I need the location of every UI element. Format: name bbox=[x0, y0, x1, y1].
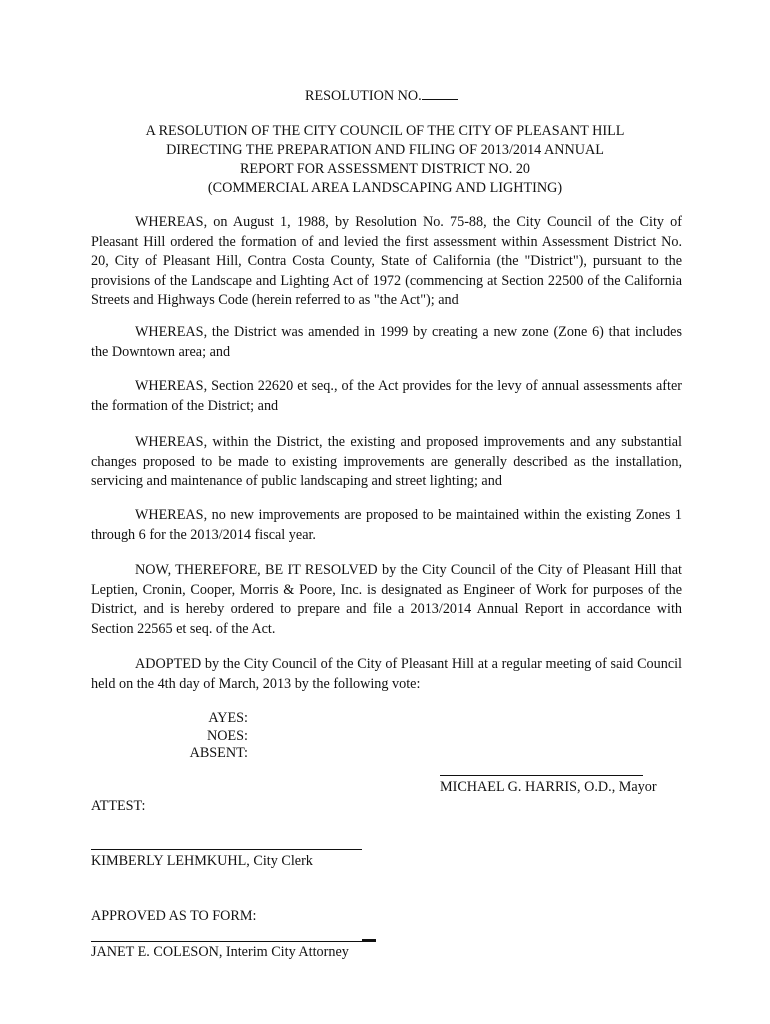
clerk-name: KIMBERLY LEHMKUHL, City Clerk bbox=[91, 853, 313, 869]
paragraph-whereas-formation: WHEREAS, on August 1, 1988, by Resolution No. 75-88, the City Council of the City of Pleasant Hill ordered the formation of and levied the first assessment within Assessment District No. 20, City of Pleasant Hill, Contra Costa County, State of California (the "District"), pursuant to the provisions of the Landscape and Lighting Act of 1972 (commencing at Section 22500 of the California Streets and Highways Code (herein referred to as "the Act"); and bbox=[91, 214, 682, 308]
paragraph-whereas-improvements: WHEREAS, within the District, the existing and proposed improvements and any substantial changes proposed to be made to existing improvements are generally described as the installation, servicing and maintenance of public landscaping and street lighting; and bbox=[91, 434, 682, 489]
vote-noes: NOES: bbox=[207, 728, 248, 744]
approved-as-to-form-label: APPROVED AS TO FORM: bbox=[91, 908, 257, 924]
attorney-signature-line-tail bbox=[362, 939, 376, 941]
resolution-label: RESOLUTION NO. bbox=[305, 88, 422, 104]
resolution-number-blank bbox=[422, 86, 458, 100]
heading-line-3: REPORT FOR ASSESSMENT DISTRICT NO. 20 bbox=[239, 161, 531, 177]
attorney-signature-line bbox=[91, 941, 376, 942]
paragraph-whereas-levy: WHEREAS, Section 22620 et seq., of the Act provides for the levy of annual assessments after the formation of the District; and bbox=[91, 378, 682, 414]
paragraph-whereas-no-new: WHEREAS, no new improvements are proposed to be maintained within the existing Zones 1 through 6 for the 2013/2014 fiscal year. bbox=[91, 507, 682, 543]
heading-line-1: A RESOLUTION OF THE CITY COUNCIL OF THE CITY OF PLEASANT HILL bbox=[145, 123, 625, 139]
paragraph-whereas-amended: WHEREAS, the District was amended in 1999 by creating a new zone (Zone 6) that includes the Downtown area; and bbox=[91, 324, 682, 360]
attorney-name: JANET E. COLESON, Interim City Attorney bbox=[91, 944, 349, 960]
heading-line-4: (COMMERCIAL AREA LANDSCAPING AND LIGHTING) bbox=[207, 180, 563, 196]
paragraph-adopted: ADOPTED by the City Council of the City of Pleasant Hill at a regular meeting of said Council held on the 4th day of March, 2013 by the following vote: bbox=[91, 656, 682, 692]
paragraph-resolved: NOW, THEREFORE, BE IT RESOLVED by the City Council of the City of Pleasant Hill that Leptien, Cronin, Cooper, Morris & Poore, Inc. is designated as Engineer of Work for purposes of the District, and is hereby ordered to prepare and file a 2013/2014 Annual Report in accordance with Section 22565 et seq. of the Act. bbox=[91, 562, 682, 637]
mayor-signature-line bbox=[440, 775, 643, 776]
heading-line-2: DIRECTING THE PREPARATION AND FILING OF 2013/2014 ANNUAL bbox=[166, 142, 604, 158]
attest-label: ATTEST: bbox=[91, 798, 146, 814]
resolution-number bbox=[305, 86, 458, 107]
mayor-name: MICHAEL G. HARRIS, O.D., Mayor bbox=[440, 779, 657, 795]
vote-absent: ABSENT: bbox=[189, 745, 248, 761]
vote-ayes: AYES: bbox=[208, 710, 248, 726]
clerk-signature-line bbox=[91, 849, 362, 850]
